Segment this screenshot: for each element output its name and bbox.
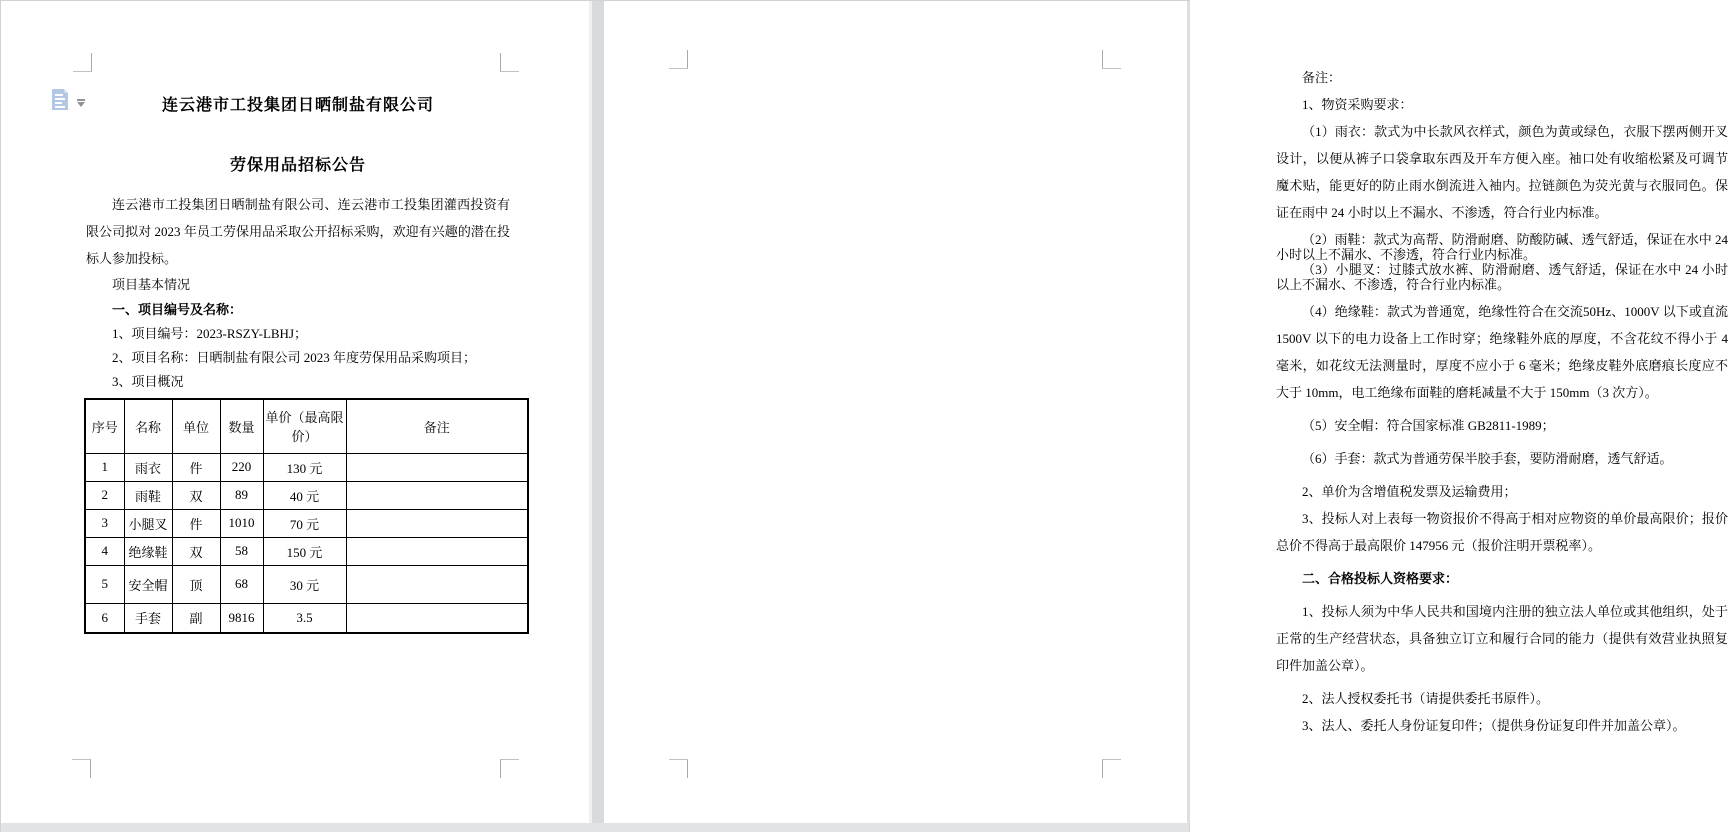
table-row <box>85 481 528 509</box>
table-row <box>85 565 528 603</box>
table-cell: 1 <box>85 453 124 481</box>
table-cell: 安全帽 <box>124 565 172 603</box>
table-row <box>85 537 528 565</box>
table-cell: 1010 <box>220 509 263 537</box>
table-cell: 件 <box>172 453 220 481</box>
page-gap <box>589 1 604 823</box>
paragraph: 备注： <box>1302 70 1342 85</box>
table-header-cell: 序号 <box>85 399 124 453</box>
table-cell: 雨鞋 <box>124 481 172 509</box>
paragraph: 3、法人、委托人身份证复印件；（提供身份证复印件并加盖公章）。 <box>1302 718 1686 733</box>
list-item-3: 3、项目概况 <box>112 374 184 389</box>
margin-mark-bottom-right-p1 <box>500 759 519 778</box>
margin-mark-top-left-p1 <box>73 53 92 72</box>
paragraph: 2、法人授权委托书（请提供委托书原件）。 <box>1302 691 1550 706</box>
table-row <box>85 603 528 633</box>
table-cell: 双 <box>172 481 220 509</box>
table-cell <box>346 603 528 633</box>
paragraph: （3）小腿叉：过膝式放水裤、防滑耐磨、透气舒适，保证在水中 24 小时以上不漏水、不渗透，符合行业内标准。 <box>1276 262 1728 292</box>
items-table-header <box>85 399 528 453</box>
table-row <box>85 509 528 537</box>
page-1[interactable] <box>2 1 589 823</box>
table-cell: 70 元 <box>263 509 346 537</box>
canvas-bottom-strip <box>1 823 1189 832</box>
paste-document-icon <box>49 87 71 118</box>
table-row <box>85 453 528 481</box>
paragraph: 2、单价为含增值税发票及运输费用； <box>1302 484 1517 499</box>
table-cell: 件 <box>172 509 220 537</box>
table-cell: 40 元 <box>263 481 346 509</box>
page1-content <box>86 85 510 634</box>
table-cell: 220 <box>220 453 263 481</box>
table-cell: 30 元 <box>263 565 346 603</box>
table-header-cell: 单价（最高限价） <box>263 399 346 453</box>
table-cell: 130 元 <box>263 453 346 481</box>
table-cell <box>346 453 528 481</box>
table-header-cell: 备注 <box>346 399 528 453</box>
doc-subtitle: 劳保用品招标公告 <box>229 157 366 174</box>
table-cell: 3.5 <box>263 603 346 633</box>
paragraph: 3、投标人对上表每一物资报价不得高于相对应物资的单价最高限价；报价总价不得高于最高限价 147956 元（报价注明开票税率）。 <box>1276 511 1728 553</box>
table-cell: 2 <box>85 481 124 509</box>
margin-mark-bottom-left-p1 <box>72 759 91 778</box>
margin-mark-top-right-p1 <box>500 53 519 72</box>
chevron-down-icon[interactable] <box>77 102 85 107</box>
section-lead: 项目基本情况 <box>112 277 191 292</box>
page-2[interactable] <box>604 1 1728 823</box>
items-table <box>84 398 529 634</box>
table-cell: 68 <box>220 565 263 603</box>
paragraph: （2）雨鞋：款式为高帮、防滑耐磨、防酸防碱、透气舒适，保证在水中 24 小时以上不漏水、不渗透，符合行业内标准。 <box>1276 232 1728 262</box>
paste-options-button[interactable] <box>49 87 85 118</box>
table-cell <box>346 509 528 537</box>
table-cell: 小腿叉 <box>124 509 172 537</box>
margin-mark-bottom-left-p2 <box>669 759 688 778</box>
table-cell <box>346 481 528 509</box>
paragraph: 1、物资采购要求： <box>1302 97 1413 112</box>
paragraph: （5）安全帽：符合国家标准 GB2811-1989； <box>1302 418 1555 433</box>
table-cell: 3 <box>85 509 124 537</box>
page2-paragraphs <box>1276 64 1728 739</box>
table-header-cell: 单位 <box>172 399 220 453</box>
margin-mark-bottom-right-p2 <box>1102 759 1121 778</box>
paragraph: （1）雨衣：款式为中长款风衣样式，颜色为黄或绿色，衣服下摆两侧开叉设计，以便从裤子口袋拿取东西及开车方便入座。袖口处有收缩松紧及可调节魔术贴，能更好的防止雨水倒流进入袖内。拉链颜色为荧光黄与衣服同色。保证在雨中 24 小时以上不漏水、不渗透，符合行业内标准。 <box>1276 124 1728 220</box>
paragraph: （6）手套：款式为普通劳保半胶手套，要防滑耐磨，透气舒适。 <box>1302 451 1673 466</box>
table-cell: 5 <box>85 565 124 603</box>
table-cell: 150 元 <box>263 537 346 565</box>
table-cell: 绝缘鞋 <box>124 537 172 565</box>
table-cell: 手套 <box>124 603 172 633</box>
list-item-1: 1、项目编号：2023-RSZY-LBHJ； <box>112 326 308 341</box>
table-cell: 4 <box>85 537 124 565</box>
table-cell: 6 <box>85 603 124 633</box>
table-cell <box>346 565 528 603</box>
table-cell: 副 <box>172 603 220 633</box>
table-cell: 9816 <box>220 603 263 633</box>
table-cell: 雨衣 <box>124 453 172 481</box>
paragraph: （4）绝缘鞋：款式为普通宽，绝缘性符合在交流50Hz、1000V 以下或直流 1500V 以下的电力设备上工作时穿；绝缘鞋外底的厚度，不含花纹不得小于 4 毫米，如花纹无法测量时，厚度不应小于 6 毫米；绝缘皮鞋外底磨痕长度应不大于 10mm，电工绝缘布面鞋的磨耗减量不大于 150mm（3 次方）。 <box>1276 304 1728 400</box>
table-header-cell: 数量 <box>220 399 263 453</box>
paragraph: 1、投标人须为中华人民共和国境内注册的独立法人单位或其他组织，处于正常的生产经营状态，具备独立订立和履行合同的能力（提供有效营业执照复印件加盖公章）。 <box>1276 604 1728 673</box>
table-cell <box>346 537 528 565</box>
margin-mark-top-left-p2 <box>669 50 688 69</box>
table-cell: 58 <box>220 537 263 565</box>
list-item-2: 2、项目名称：日晒制盐有限公司 2023 年度劳保用品采购项目； <box>112 350 477 365</box>
section-heading-1: 一、项目编号及名称： <box>112 302 243 317</box>
intro-paragraph: 连云港市工投集团日晒制盐有限公司、连云港市工投集团灌西投资有限公司拟对 2023 年员工劳保用品采取公开招标采购，欢迎有兴趣的潜在投标人参加投标。 <box>86 197 510 266</box>
paragraph: 二、合格投标人资格要求： <box>1302 571 1459 586</box>
doc-title: 连云港市工投集团日晒制盐有限公司 <box>161 97 434 114</box>
items-table-body <box>85 453 528 633</box>
table-header-cell: 名称 <box>124 399 172 453</box>
table-cell: 双 <box>172 537 220 565</box>
table-cell: 顶 <box>172 565 220 603</box>
table-cell: 89 <box>220 481 263 509</box>
table-header-row <box>85 399 528 453</box>
margin-mark-top-right-p2 <box>1102 50 1121 69</box>
